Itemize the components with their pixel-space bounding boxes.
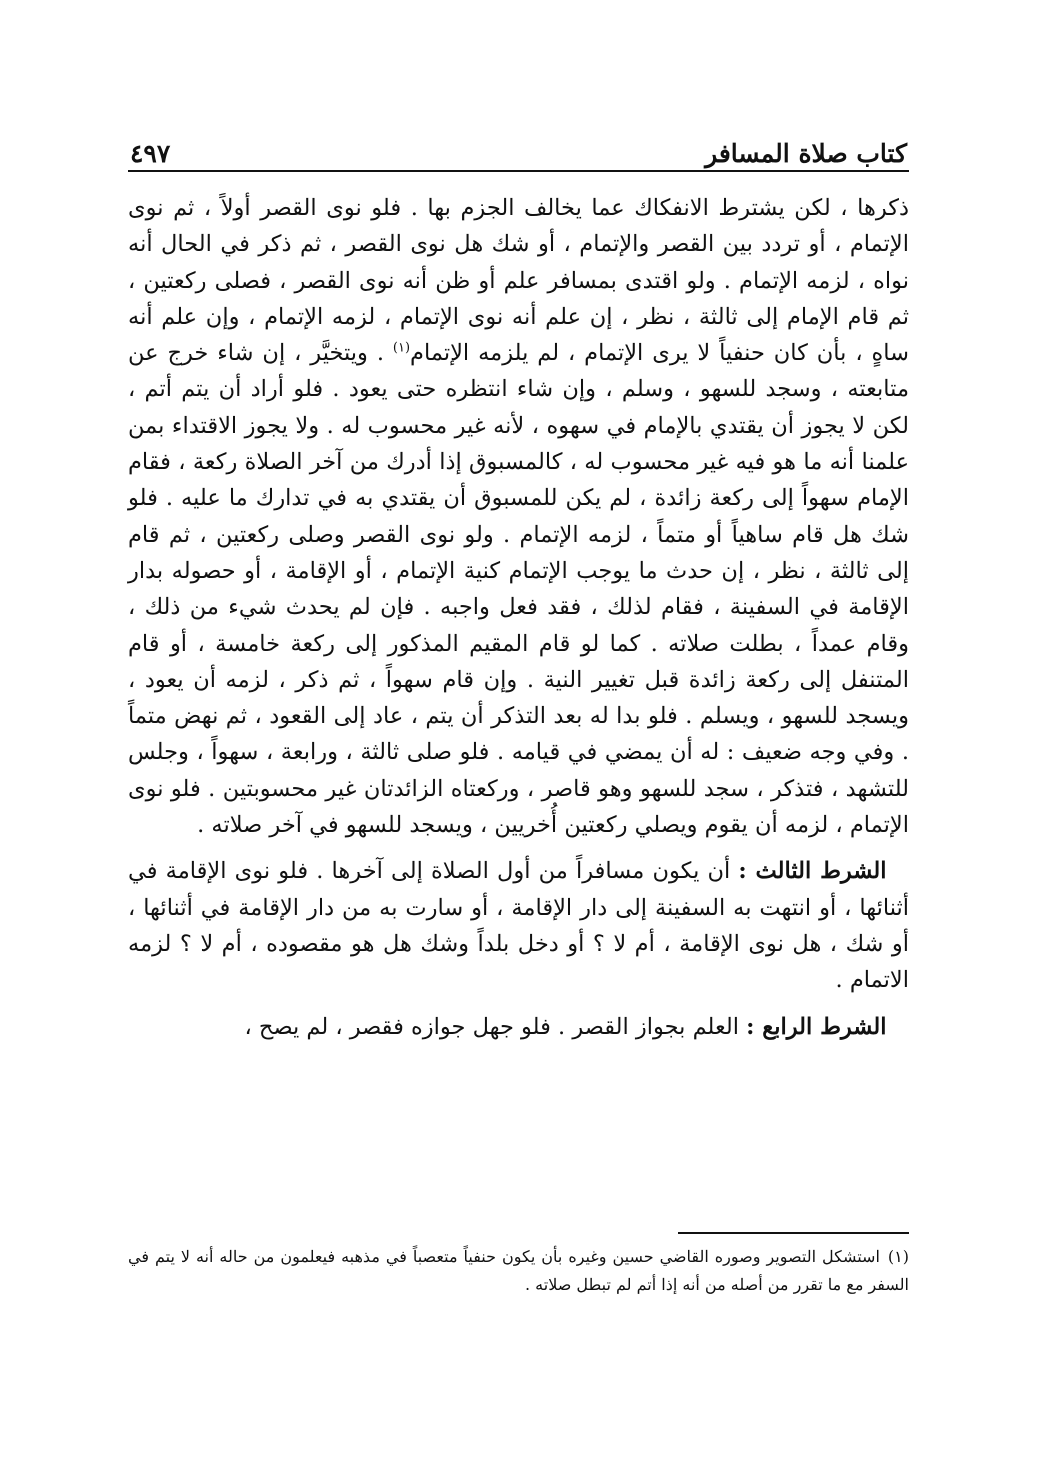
fourth-condition-heading: الشرط الرابع : xyxy=(746,1013,887,1040)
footnote xyxy=(128,1243,909,1299)
paragraph-fourth-condition xyxy=(128,1009,909,1045)
main-text xyxy=(128,190,909,1045)
footnote-rule xyxy=(678,1232,909,1234)
header-rule xyxy=(128,170,909,172)
paragraph-1 xyxy=(128,190,909,843)
third-condition-heading: الشرط الثالث : xyxy=(738,858,887,885)
footnote-number: (١) xyxy=(887,1247,909,1266)
third-condition-text: أن يكون مسافراً من أول الصلاة إلى آخرها . فلو نوى الإقامة في أثنائها ، أو انتهت به السفينة إلى دار الإقامة ، أو سارت به من دار الإقامة في أثنائها ، أو شك ، هل نوى الإقامة ، أم لا ؟ أو دخل بلداً وشك هل هو مقصوده ، أم لا ؟ لزمه الاتمام . xyxy=(128,858,909,994)
footnote-text: استشكل التصوير وصوره القاضي حسين وغيره بأن يكون حنفياً متعصباً في مذهبه فيعلمون من حاله أنه لا يتم في السفر مع ما تقرر من أصله من أنه إذا أتم لم تبطل صلاته . xyxy=(128,1247,909,1294)
fourth-condition-text: العلم بجواز القصر . فلو جهل جوازه فقصر ، لم يصح ، xyxy=(244,1013,747,1040)
paragraph-third-condition xyxy=(128,853,909,998)
page-number: ٤٩٧ xyxy=(130,139,171,168)
paragraph-1-text-a: ذكرها ، لكن يشترط الانفكاك عما يخالف الجزم بها . فلو نوى القصر أولاً ، ثم نوى الإتمام ، أو تردد بين القصر والإتمام ، أو شك هل نوى القصر ، ثم ذكر في الحال أنه نواه ، لزمه الإتمام . ولو اقتدى بمسافر علم أو ظن أنه نوى القصر ، فصلى ركعتين ، ثم قام الإمام إلى ثالثة ، نظر ، إن علم أنه نوى الإتمام ، لزمه الإتمام ، وإن علم أنه ساهٍ ، بأن كان حنفياً لا يرى الإتمام ، لم يلزمه الإتمام xyxy=(128,195,910,367)
book-title: كتاب صلاة المسافر xyxy=(705,139,907,168)
paragraph-1-text-b: . ويتخيَّر ، إن شاء خرج عن متابعته ، وسجد للسهو ، وسلم ، وإن شاء انتظره حتى يعود . فلو أراد أن يتم أتم ، لكن لا يجوز أن يقتدي بالإمام في سهوه ، لأنه غير محسوب له . ولا يجوز الاقتداء بمن علمنا أنه ما هو فيه غير محسوب له ، كالمسبوق إذا أدرك من آخر الصلاة ركعة ، فقام الإمام سهواً إلى ركعة زائدة ، لم يكن للمسبوق أن يقتدي به في تدارك ما عليه . فلو شك هل قام ساهياً أو متماً ، لزمه الإتمام . ولو نوى القصر وصلى ركعتين ، ثم قام إلى ثالثة ، نظر ، إن حدث ما يوجب الإتمام كنية الإتمام ، أو الإقامة ، أو حصوله بدار الإقامة في السفينة ، فقام لذلك ، فقد فعل واجبه . فإن لم يحدث شيء من ذلك ، وقام عمداً ، بطلت صلاته . كما لو قام المقيم المذكور إلى ركعة خامسة ، أو قام المتنفل إلى ركعة زائدة قبل تغيير النية . وإن قام سهواً ، ثم ذكر ، لزمه أن يعود ، ويسجد للسهو ، ويسلم . فلو بدا له بعد التذكر أن يتم ، عاد إلى القعود ، ثم نهض متماً . وفي وجه ضعيف : له أن يمضي في قيامه . فلو صلى ثالثة ، ورابعة ، سهواً ، وجلس للتشهد ، فتذكر ، سجد للسهو وهو قاصر ، وركعتاه الزائدتان غير محسوبتين . فلو نوى الإتمام ، لزمه أن يقوم ويصلي ركعتين أُخريين ، ويسجد للسهو في آخر صلاته . xyxy=(128,340,909,839)
running-head xyxy=(130,128,907,168)
footnote-marker: (١) xyxy=(392,340,411,356)
